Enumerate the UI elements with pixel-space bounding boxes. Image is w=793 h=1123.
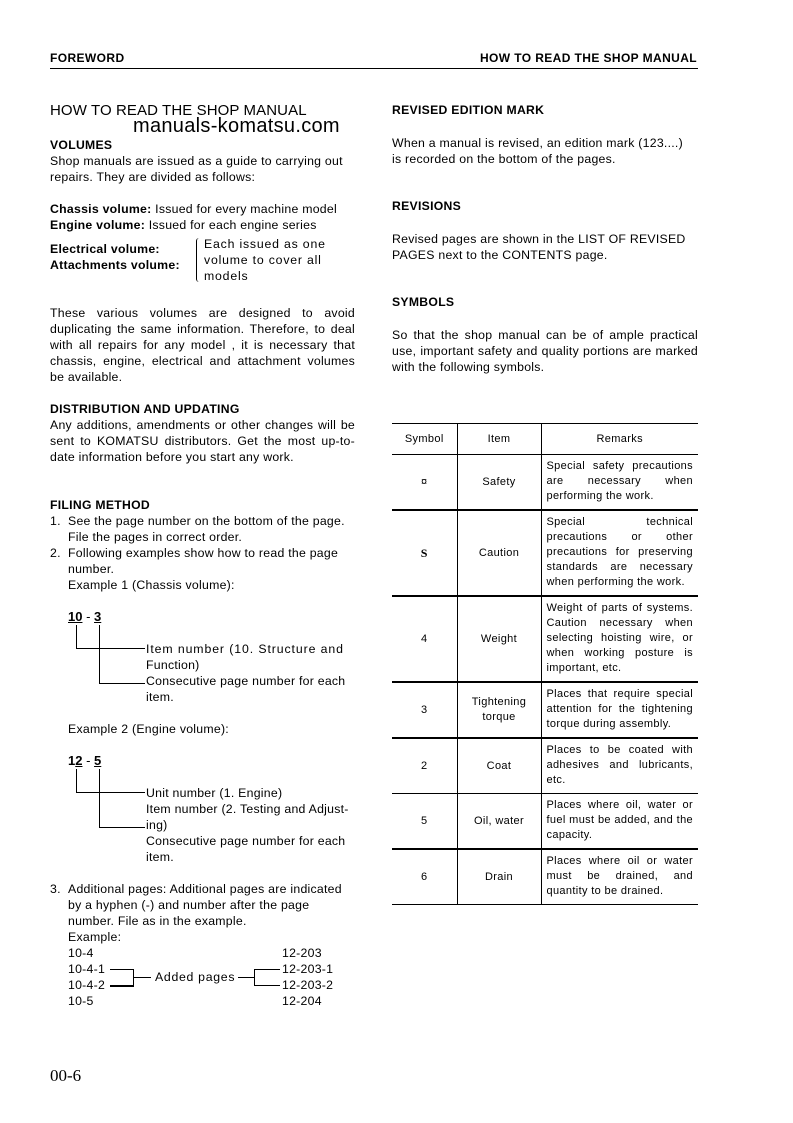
example-2-item-number: 2 bbox=[75, 753, 83, 768]
row-remarks: Special safety precautions are necessary when performing the work. bbox=[541, 455, 698, 511]
volume-type-desc: Issued for every machine model bbox=[151, 202, 337, 216]
revisions-heading: REVISIONS bbox=[392, 199, 462, 213]
filing-item-line: Additional pages: Additional pages are indicated bbox=[68, 882, 342, 896]
text-line: PAGES next to the CONTENTS page. bbox=[392, 248, 608, 262]
page-ref: 10-4 bbox=[68, 946, 94, 960]
filing-item-3-number: 3. bbox=[50, 882, 61, 896]
desc-line: Consecutive page number for each bbox=[146, 834, 346, 848]
page-ref: 10-4-1 bbox=[68, 962, 106, 976]
example-2-label: Example 2 (Engine volume): bbox=[68, 722, 229, 736]
filing-item-line: Following examples show how to read the page bbox=[68, 546, 339, 560]
volumes-intro-line: Shop manuals are issued as a guide to carrying out bbox=[50, 154, 343, 168]
symbols-intro: So that the shop manual can be of ample practical use, important safety and quality portions are marked with the following symbols. bbox=[392, 328, 698, 374]
header-document-title: HOW TO READ THE SHOP MANUAL bbox=[479, 51, 697, 65]
volumes-intro-line: repairs. They are divided as follows: bbox=[50, 170, 256, 184]
brace-bracket bbox=[196, 238, 200, 282]
example-2-separator: - bbox=[82, 753, 95, 768]
grouped-volume-labels bbox=[50, 241, 180, 273]
filing-heading: FILING METHOD bbox=[50, 498, 151, 512]
row-remarks: Places where oil or water must be drained, and quantity to be drained. bbox=[541, 849, 698, 905]
row-remarks: Places that require special attention for the tightening torque during assembly. bbox=[541, 682, 698, 738]
example-2-page-number bbox=[68, 753, 101, 768]
bracket-line bbox=[254, 969, 255, 986]
example-2-page-sequence: 5 bbox=[94, 753, 102, 768]
example-1-page-sequence: 3 bbox=[94, 609, 102, 624]
desc-line: item. bbox=[146, 850, 174, 864]
bracket-line bbox=[133, 969, 134, 987]
example-2-unit-number: 1 bbox=[68, 753, 76, 768]
row-item: Drain bbox=[457, 849, 541, 905]
filing-item-3 bbox=[68, 881, 363, 945]
text-line: is recorded on the bottom of the pages. bbox=[392, 152, 616, 166]
distribution-paragraph: Any additions, amendments or other changes will be sent to KOMATSU distributors. Get the most up-to-date information before you start any work. bbox=[50, 418, 355, 464]
table-header-row bbox=[392, 424, 698, 455]
revisions-text bbox=[392, 231, 698, 263]
desc-line: Consecutive page number for each bbox=[146, 674, 346, 688]
volume-type-engine bbox=[50, 217, 360, 233]
filing-item-2 bbox=[68, 545, 358, 593]
caution-symbol-icon: S bbox=[392, 510, 457, 596]
volume-types-list bbox=[50, 201, 360, 233]
desc-line: Item number (2. Testing and Adjust- bbox=[146, 802, 349, 816]
watermark: manuals-komatsu.com bbox=[133, 115, 340, 137]
table-row bbox=[392, 738, 698, 794]
page-ref: 12-203 bbox=[282, 946, 322, 960]
filing-item-1 bbox=[68, 513, 358, 545]
leader-line bbox=[99, 769, 100, 828]
leader-line bbox=[99, 625, 100, 684]
example-1-item-number: 10 bbox=[68, 609, 83, 624]
row-item: Oil, water bbox=[457, 794, 541, 850]
bracket-line bbox=[254, 985, 280, 986]
header-section-label: FOREWORD bbox=[50, 51, 125, 65]
bracket-line bbox=[133, 977, 151, 978]
table-row bbox=[392, 510, 698, 596]
volume-type-label-electrical: Electrical volume: bbox=[50, 242, 160, 256]
page-ref: 12-203-2 bbox=[282, 978, 334, 992]
example-1-descriptions bbox=[146, 641, 354, 705]
row-remarks: Places where oil, water or fuel must be added, and the capacity. bbox=[541, 794, 698, 850]
torque-symbol-icon: 3 bbox=[392, 682, 457, 738]
symbols-heading: SYMBOLS bbox=[392, 295, 455, 309]
volumes-intro bbox=[50, 153, 355, 185]
row-item: Weight bbox=[457, 596, 541, 682]
desc-line: ing) bbox=[146, 818, 168, 832]
column-header-remarks: Remarks bbox=[541, 424, 698, 455]
filing-item-line: by a hyphen (-) and number after the page bbox=[68, 898, 310, 912]
bracket-line bbox=[110, 985, 133, 987]
example-3-label: Example: bbox=[68, 930, 122, 944]
bracket-line bbox=[254, 969, 280, 970]
row-remarks: Places to be coated with adhesives and lubricants, etc. bbox=[541, 738, 698, 794]
weight-symbol-icon: 4 bbox=[392, 596, 457, 682]
row-remarks: Weight of parts of systems. Caution necessary when selecting hoisting wire, or when working posture is important, etc. bbox=[541, 596, 698, 682]
oil-water-symbol-icon: 5 bbox=[392, 794, 457, 850]
revised-edition-text bbox=[392, 135, 698, 167]
page-ref: 12-204 bbox=[282, 994, 322, 1008]
example-1-separator: - bbox=[82, 609, 95, 624]
filing-item-line: See the page number on the bottom of the page. bbox=[68, 514, 345, 528]
leader-line bbox=[76, 792, 145, 793]
example-1-label: Example 1 (Chassis volume): bbox=[68, 578, 235, 592]
page-ref: 10-5 bbox=[68, 994, 94, 1008]
volume-type-desc: Issued for each engine series bbox=[145, 218, 317, 232]
header-divider bbox=[50, 68, 698, 69]
desc-line: Item number (10. Structure and bbox=[146, 642, 344, 656]
filing-item-2-number: 2. bbox=[50, 546, 61, 560]
table-row bbox=[392, 596, 698, 682]
revised-edition-heading: REVISED EDITION MARK bbox=[392, 103, 545, 117]
example-2-descriptions bbox=[146, 785, 356, 865]
leader-line bbox=[99, 827, 145, 828]
table-row bbox=[392, 794, 698, 850]
safety-symbol-icon: ¤ bbox=[392, 455, 457, 511]
filing-item-line: number. File as in the example. bbox=[68, 914, 247, 928]
filing-item-line: File the pages in correct order. bbox=[68, 530, 243, 544]
page-number: 00-6 bbox=[50, 1066, 82, 1085]
row-item: Tightening torque bbox=[457, 682, 541, 738]
grouped-desc-line: Each issued as one bbox=[204, 237, 326, 251]
bracket-line bbox=[110, 969, 133, 970]
page-ref: 10-4-2 bbox=[68, 978, 106, 992]
desc-line: item. bbox=[146, 690, 174, 704]
row-remarks: Special technical precautions or other precautions for preserving standards are necessary when performing the work. bbox=[541, 510, 698, 596]
volumes-heading: VOLUMES bbox=[50, 138, 113, 152]
table-row bbox=[392, 682, 698, 738]
volume-type-label: Engine volume: bbox=[50, 218, 146, 232]
grouped-desc-line: volume to cover all bbox=[204, 253, 322, 267]
volume-type-label: Chassis volume: bbox=[50, 202, 152, 216]
row-item: Safety bbox=[457, 455, 541, 511]
text-line: When a manual is revised, an edition mark (123....) bbox=[392, 136, 683, 150]
volume-type-chassis bbox=[50, 201, 360, 217]
column-header-symbol: Symbol bbox=[392, 424, 457, 455]
desc-line: Unit number (1. Engine) bbox=[146, 786, 283, 800]
filing-item-1-number: 1. bbox=[50, 514, 61, 528]
grouped-volume-desc bbox=[204, 236, 326, 284]
row-item: Caution bbox=[457, 510, 541, 596]
desc-line: Function) bbox=[146, 658, 200, 672]
leader-line bbox=[76, 625, 77, 649]
volumes-paragraph: These various volumes are designed to avoid duplicating the same information. Therefore, to deal with all repairs for any model , it is necessary that chassis, engine, electrical and attachment volumes be available. bbox=[50, 306, 355, 384]
filing-item-line: number. bbox=[68, 562, 115, 576]
distribution-heading: DISTRIBUTION AND UPDATING bbox=[50, 402, 240, 416]
grouped-desc-line: models bbox=[204, 269, 249, 283]
leader-line bbox=[76, 648, 145, 649]
table-row bbox=[392, 849, 698, 905]
example-3-right-pages bbox=[282, 945, 333, 1009]
page-title: HOW TO READ THE SHOP MANUAL bbox=[50, 102, 307, 119]
example-1-page-number bbox=[68, 609, 101, 624]
table-row bbox=[392, 455, 698, 511]
leader-line bbox=[76, 769, 77, 793]
drain-symbol-icon: 6 bbox=[392, 849, 457, 905]
symbols-table bbox=[392, 423, 698, 905]
page-ref: 12-203-1 bbox=[282, 962, 334, 976]
text-line: Revised pages are shown in the LIST OF REVISED bbox=[392, 232, 686, 246]
column-header-item: Item bbox=[457, 424, 541, 455]
added-pages-label: Added pages bbox=[155, 970, 236, 984]
leader-line bbox=[99, 683, 145, 684]
bracket-line bbox=[238, 977, 254, 978]
volume-type-label-attachments: Attachments volume: bbox=[50, 258, 180, 272]
coat-symbol-icon: 2 bbox=[392, 738, 457, 794]
example-3-left-pages bbox=[68, 945, 105, 1009]
row-item: Coat bbox=[457, 738, 541, 794]
